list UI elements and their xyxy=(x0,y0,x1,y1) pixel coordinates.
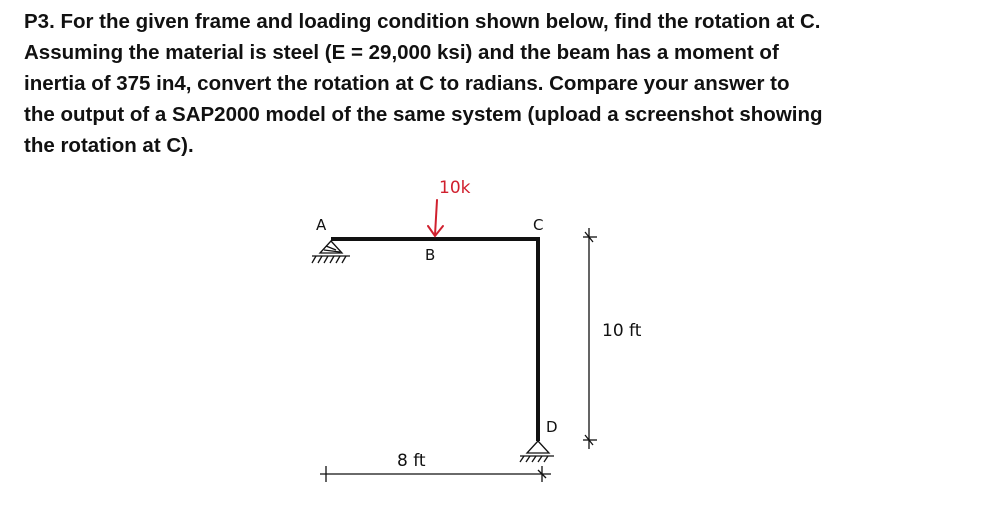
height-label: 10 ft xyxy=(602,321,642,341)
problem-line: inertia of 375 in4, convert the rotation at C to radians. Compare your answer to xyxy=(24,72,790,95)
span-dimension xyxy=(320,466,551,482)
node-label-a: A xyxy=(316,216,327,234)
pin-support-a xyxy=(312,241,350,263)
load-label: 10k xyxy=(439,178,471,198)
problem-line: the rotation at C). xyxy=(24,134,194,157)
point-load-arrow xyxy=(428,200,443,236)
span-label: 8 ft xyxy=(397,451,426,471)
node-label-c: C xyxy=(533,216,544,234)
problem-line: Assuming the material is steel (E = 29,000 ksi) and the beam has a moment of xyxy=(24,41,779,64)
pin-support-d xyxy=(520,441,554,462)
problem-line: the output of a SAP2000 model of the same system (upload a screenshot showing xyxy=(24,103,823,126)
node-label-b: B xyxy=(425,246,436,264)
height-dimension xyxy=(583,228,597,449)
node-label-d: D xyxy=(546,418,558,436)
problem-line: P3. For the given frame and loading condition shown below, find the rotation at C. xyxy=(24,10,821,33)
